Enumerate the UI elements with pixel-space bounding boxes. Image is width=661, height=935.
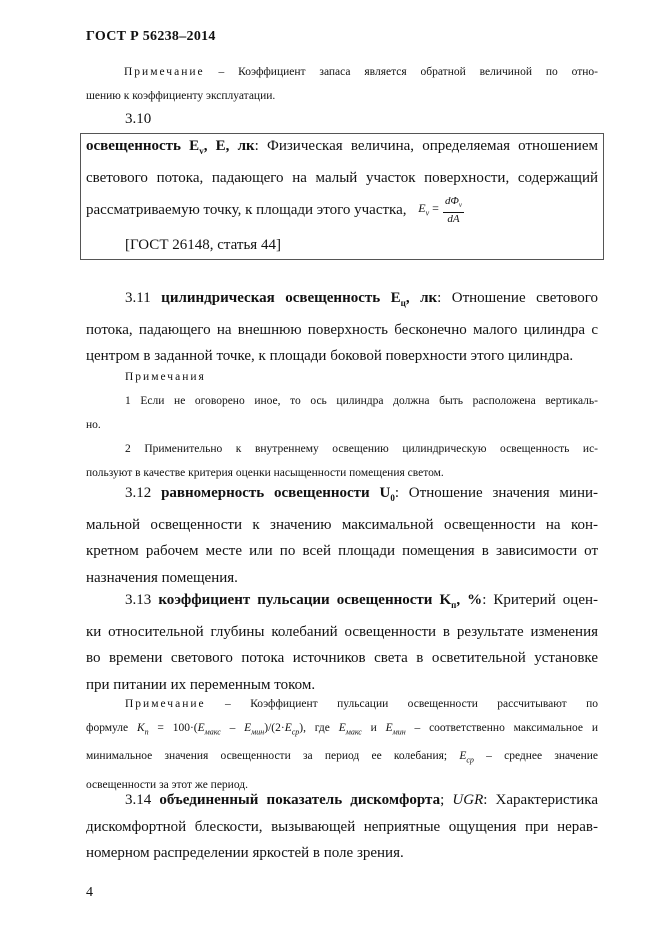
note-line — [86, 60, 598, 84]
term: цилиндрическая освещенность $E_ц$, лк — [161, 290, 438, 308]
note-line: 2 Применительно к внутреннему освещению цилиндрическую освещенность ис- — [125, 443, 598, 455]
note-block — [86, 692, 598, 797]
symbol-ecp: $E_{ср}$ — [459, 750, 474, 765]
note-line — [86, 692, 598, 716]
term: коэффициент пульсации освещенности $K_п$, % — [158, 592, 483, 610]
definition-3-14 — [86, 787, 598, 867]
symbol-emin: $E_{мин}$ — [385, 722, 406, 737]
term: освещенность $E_v$, E, лк — [86, 138, 255, 156]
definition-line — [86, 191, 598, 230]
definition-text: : Физическая величина, определяемая отношением — [254, 138, 598, 154]
symbol-emax: $E_{макс}$ — [338, 722, 362, 737]
definition-text: : Отношение светового — [437, 290, 598, 306]
definition-line: потока, падающего на внешнюю поверхность бесконечно малого цилиндра с — [86, 321, 598, 338]
definition-3-11 — [86, 285, 598, 370]
definition-3-13 — [86, 587, 598, 698]
note-text: – Коэффициент запаса является обратной величиной по отно- — [204, 66, 598, 78]
term: равномерность освещенности $U_0$ — [161, 485, 395, 503]
definition-line: 3.14 объединенный показатель дискомфорта; UGR: Характеристика — [125, 792, 598, 808]
definition-text: : Критерий оцен- — [482, 592, 599, 608]
definition-line — [86, 133, 598, 165]
note-label: Примечание — [124, 66, 205, 78]
notes-block — [86, 365, 598, 485]
formula-emin: $E_{мин}$ — [244, 722, 265, 737]
term: объединенный показатель дискомфорта — [159, 792, 441, 808]
formula-ecp: $E_{ср}$ — [284, 722, 300, 737]
definition-line: 3.12 равномерность освещенности $U_0$: Отношение значения мини- — [125, 485, 598, 503]
definition-line: номерном распределении яркостей в поле зрения. — [86, 845, 404, 861]
note-line: шению к коэффициенту эксплуатации. — [86, 90, 276, 102]
definition-line: центром в заданной точке, к площади боковой поверхности этого цилиндра. — [86, 348, 574, 364]
definition-line: ки относительной глубины колебаний освещенности в результате изменения — [86, 623, 598, 640]
formula-kp: $K_п$ — [136, 722, 149, 737]
formula-emax: $E_{макс}$ — [197, 722, 221, 737]
definition-line: при питании их переменным током. — [86, 676, 316, 693]
note-line: формуле $K_п = 100\cdot(E_{макс} - E_{мин})/(2\cdot E_{ср})$, где $E_{макс}$ и $E_{мин}$ – соответственно максимальное и — [86, 722, 598, 737]
note-block — [86, 60, 598, 108]
note-label: Примечание — [125, 698, 206, 710]
section-number: 3.10 — [125, 111, 152, 127]
definition-line: светового потока, падающего на малый участок поверхности, содержащий — [86, 169, 598, 186]
definition-3-12 — [86, 480, 598, 591]
definition-line: дискомфортной блескости, вызывающей неприятные ощущения при нерав- — [86, 818, 598, 835]
definition-text: : Отношение значения мини- — [394, 485, 598, 501]
notes-label: Примечания — [125, 371, 206, 383]
note-line: освещенности за этот же период. — [86, 778, 248, 791]
definition-line: кретном рабочем месте или по всей площади помещения в зависимости от — [86, 543, 598, 559]
definition-line: во времени светового потока источников света в осветительной установке — [86, 650, 598, 666]
page-number: 4 — [86, 885, 93, 900]
formula: $E_v$ = — [418, 201, 439, 218]
definition-line: 3.11 цилиндрическая освещенность $E_ц$, лк: Отношение светового — [125, 290, 598, 308]
note-line: но. — [86, 419, 101, 431]
note-text: – Коэффициент пульсации освещенности рассчитывают по — [205, 698, 598, 710]
definition-line: 3.13 коэффициент пульсации освещенности $K_п$, %: Критерий оцен- — [125, 592, 599, 610]
formula-fraction: $\frac{d\Phi_v}{dA}$ — [444, 195, 462, 226]
source-reference: [ГОСТ 26148, статья 44] — [125, 237, 281, 254]
note-line: 1 Если не оговорено иное, то ось цилиндра должна быть расположена вертикаль- — [125, 395, 598, 407]
definition-text: : Характеристика — [483, 792, 598, 808]
definition-text: рассматриваемую точку, к площади этого участка, — [86, 202, 407, 219]
note-line: пользуют в качестве критерия оценки насыщенности помещения светом. — [86, 467, 444, 479]
document-header: ГОСТ Р 56238–2014 — [86, 29, 216, 44]
definition-line: назначения помещения. — [86, 569, 238, 586]
abbreviation: UGR — [452, 792, 484, 808]
note-line: минимальное значения освещенности за период ее колебания; $E_{ср}$ – среднее значение — [86, 750, 598, 765]
definition-3-10 — [86, 133, 598, 260]
definition-line: мальной освещенности к значению максимальной освещенности на кон- — [86, 516, 598, 533]
